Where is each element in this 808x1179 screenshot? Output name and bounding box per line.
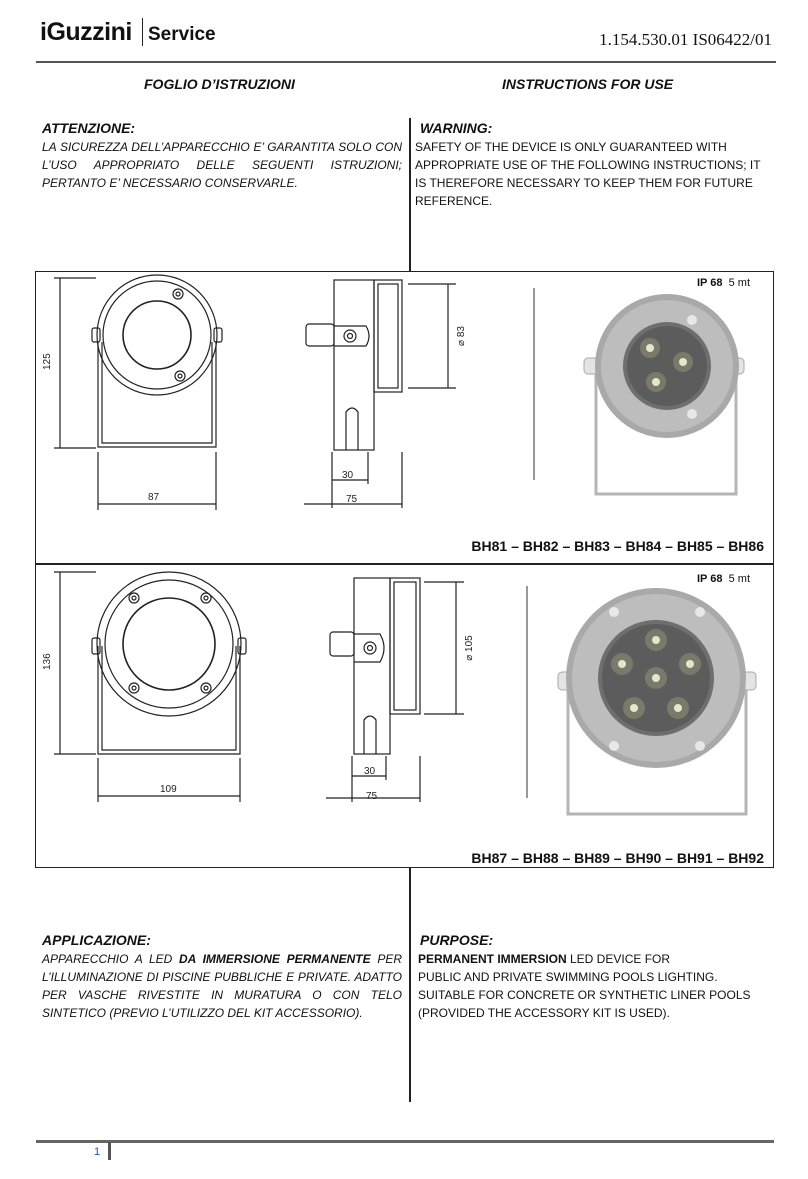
dim-diameter-1: ⌀ 83: [456, 326, 467, 346]
models-1: BH81 – BH82 – BH83 – BH84 – BH85 – BH86: [471, 538, 764, 554]
dim-depth-1: 75: [346, 494, 358, 505]
lamp-ring-2: [97, 572, 241, 716]
ip-label: IP 68: [697, 277, 723, 289]
purpose-en-bold: PERMANENT IMMERSION: [418, 952, 567, 966]
models-2: BH87 – BH88 – BH89 – BH90 – BH91 – BH92: [471, 850, 764, 866]
purpose-it-part: PER L’ILLUMINAZIONE DI PISCINE PUBBLICHE E PRIVATE. ADATTO PER VASCHE RIVESTITE IN MURATURA O CON TELO SINTETICO (PREVIO L’UTILIZZO DEL KIT ACCESSORIO).: [42, 952, 403, 1020]
column-divider-bottom: [409, 868, 411, 1102]
dim-bracket-1: 30: [342, 470, 354, 481]
side-body-1: [334, 280, 374, 450]
brand-logo: iGuzzini: [40, 18, 132, 46]
depth-label: 5 mt: [728, 277, 751, 289]
purpose-text-en: [418, 950, 774, 1022]
page-number: 1: [94, 1146, 101, 1158]
purpose-en-part: LED DEVICE FOR: [566, 952, 671, 966]
dim-height-1: 125: [42, 353, 53, 370]
title-english: INSTRUCTIONS FOR USE: [502, 76, 674, 92]
warning-heading-it: ATTENZIONE:: [42, 120, 136, 136]
dim-width-1: 87: [148, 492, 160, 503]
purpose-en-line: SUITABLE FOR CONCRETE OR SYNTHETIC LINER POOLS: [418, 988, 751, 1002]
ip-rating-2: [697, 573, 750, 585]
product-photo-2: [558, 588, 756, 814]
footer-rule: [36, 1140, 774, 1143]
document-code: 1.154.530.01 IS06422/01: [599, 30, 772, 49]
product-box-divider: [35, 563, 774, 565]
title-italian: FOGLIO D’ISTRUZIONI: [144, 76, 295, 92]
side-body-2: [354, 578, 390, 754]
product-photo-1: [584, 294, 744, 494]
product-1-drawing: [36, 272, 773, 562]
ip-rating-1: [697, 277, 750, 289]
service-label: Service: [148, 24, 216, 45]
purpose-en-line: (PROVIDED THE ACCESSORY KIT IS USED).: [418, 1006, 670, 1020]
bracket-front-2: [98, 646, 240, 754]
warning-line: SAFETY OF THE DEVICE IS ONLY GUARANTEED WITH: [415, 140, 727, 154]
dim-bracket-2: 30: [364, 766, 376, 777]
warning-line: IS THEREFORE NECESSARY TO KEEP THEM FOR FUTURE: [415, 176, 753, 190]
column-divider-top: [409, 118, 411, 271]
purpose-text-it: [42, 950, 402, 1022]
dim-diameter-2: ⌀ 105: [464, 635, 475, 661]
purpose-en-line: PUBLIC AND PRIVATE SWIMMING POOLS LIGHTING.: [418, 970, 718, 984]
purpose-heading-en: PURPOSE:: [420, 932, 494, 948]
page-number-bar: [108, 1142, 111, 1160]
dim-height-2: 136: [42, 653, 53, 670]
warning-line: APPROPRIATE USE OF THE FOLLOWING INSTRUCTIONS; IT: [415, 158, 761, 172]
warning-text-en: [415, 138, 775, 210]
purpose-it-bold: DA IMMERSIONE: [179, 952, 280, 966]
purpose-it-bold: PERMANENTE: [286, 952, 371, 966]
warning-heading-en: WARNING:: [420, 120, 493, 136]
depth-label: 5 mt: [728, 573, 751, 585]
product-2-drawing: [36, 566, 773, 866]
lamp-ring-1: [97, 275, 217, 395]
purpose-heading-it: APPLICAZIONE:: [42, 932, 151, 948]
logo-divider: [142, 18, 143, 46]
ip-label: IP 68: [697, 573, 723, 585]
header-rule: [36, 61, 776, 63]
dim-width-2: 109: [160, 784, 177, 795]
warning-line: REFERENCE.: [415, 194, 493, 208]
dim-depth-2: 75: [366, 791, 378, 802]
warning-text-it: LA SICUREZZA DELL’APPARECCHIO E’ GARANTITA SOLO CON L’USO APPROPRIATO DELLE SEGUENTI ISTRUZIONI; PERTANTO E’ NECESSARIO CONSERVARLE.: [42, 140, 402, 190]
purpose-it-part: APPARECCHIO A LED: [42, 952, 179, 966]
